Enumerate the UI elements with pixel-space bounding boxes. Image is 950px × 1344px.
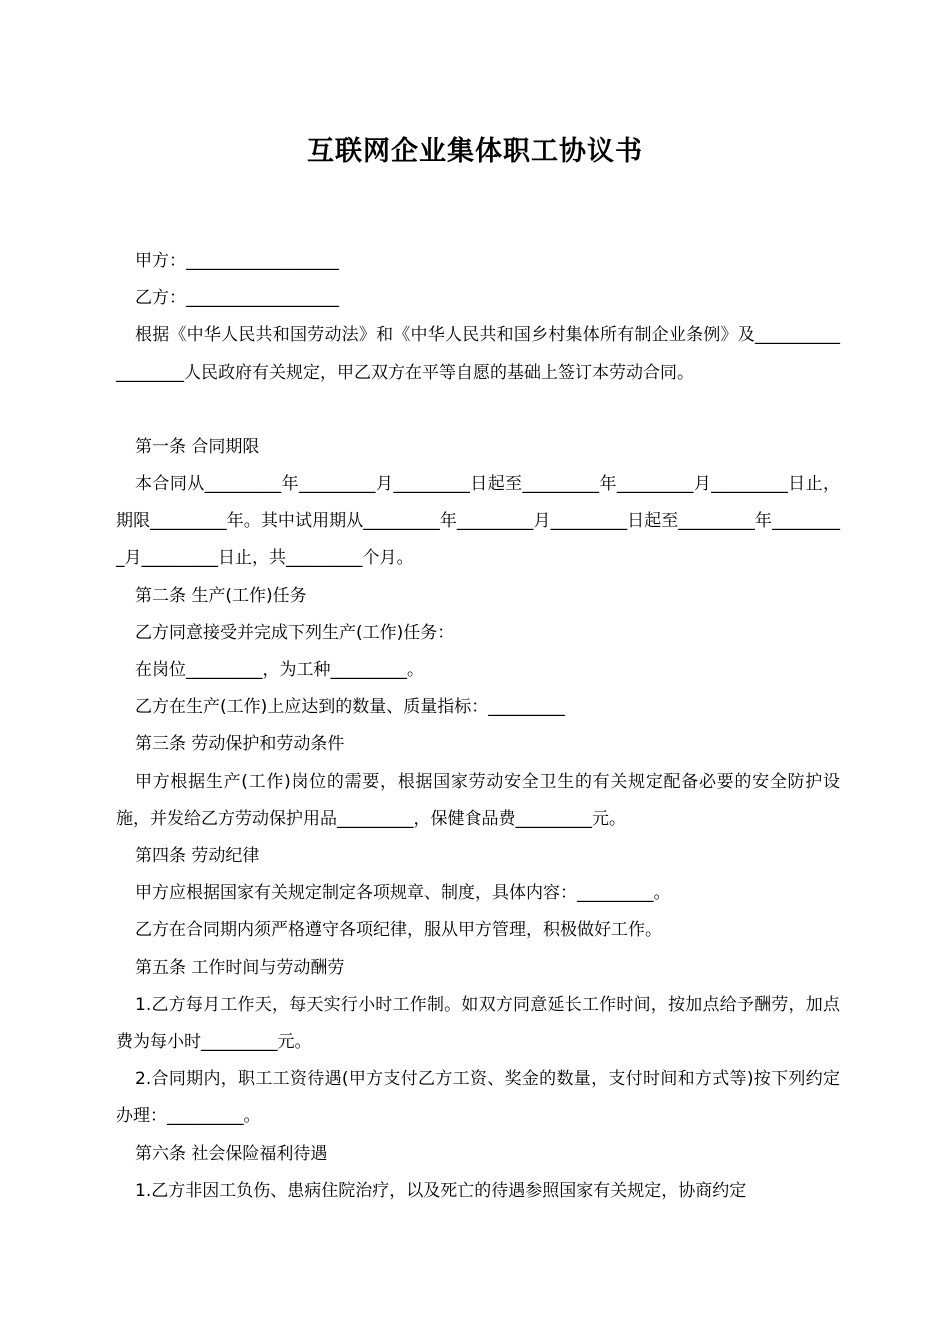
article-5-heading: 第五条 工作时间与劳动酬劳 [135, 957, 345, 978]
document-body [116, 243, 840, 1210]
article-1-text: 本合同从_________年_________月_________日起至_________年_________月_________日止，期限_________年。其中试用期从_________年_________月_________日起至_________年_________月_________日止，共_________个月。 [116, 474, 840, 569]
article-2-heading: 第二条 生产(工作)任务 [135, 585, 307, 606]
document-title: 互联网企业集体职工协议书 [307, 136, 643, 167]
article-6-item-1: 1.乙方非因工负伤、患病住院治疗，以及死亡的待遇参照国家有关规定，协商约定 [135, 1180, 747, 1201]
article-1-heading: 第一条 合同期限 [135, 436, 260, 457]
article-4-text-1: 甲方应根据国家有关规定制定各项规章、制度，具体内容：_________。 [135, 883, 671, 904]
article-4-text-2: 乙方在合同期内须严格遵守各项纪律，服从甲方管理，积极做好工作。 [135, 920, 662, 941]
article-5-item-2: 2.合同期内，职工工资待遇(甲方支付乙方工资、奖金的数量，支付时间和方式等)按下列约定办理：_________。 [116, 1069, 840, 1127]
article-5-item-1: 1.乙方每月工作天，每天实行小时工作制。如双方同意延长工作时间，按加点给予酬劳，加点费为每小时_________元。 [116, 994, 840, 1053]
party-b-line: 乙方：__________________ [135, 288, 339, 309]
blank-line [116, 392, 840, 429]
preamble-paragraph: 根据《中华人民共和国劳动法》和《中华人民共和国乡村集体所有制企业条例》及__________________人民政府有关规定，甲乙双方在平等自愿的基础上签订本劳动合同。 [116, 325, 840, 383]
party-a-line: 甲方：__________________ [135, 251, 339, 271]
article-3-text: 甲方根据生产(工作)岗位的需要，根据国家劳动安全卫生的有关规定配备必要的安全防护设施，并发给乙方劳动保护用品_________，保健食品费_________元。 [116, 771, 840, 829]
article-2-text-2: 在岗位_________，为工种_________。 [135, 660, 424, 681]
article-6-heading: 第六条 社会保险福利待遇 [135, 1143, 328, 1164]
article-4-heading: 第四条 劳动纪律 [135, 846, 260, 867]
article-3-heading: 第三条 劳动保护和劳动条件 [135, 734, 345, 755]
article-2-text-1: 乙方同意接受并完成下列生产(工作)任务： [135, 622, 455, 643]
article-2-text-3: 乙方在生产(工作)上应达到的数量、质量指标：_________ [135, 697, 565, 718]
